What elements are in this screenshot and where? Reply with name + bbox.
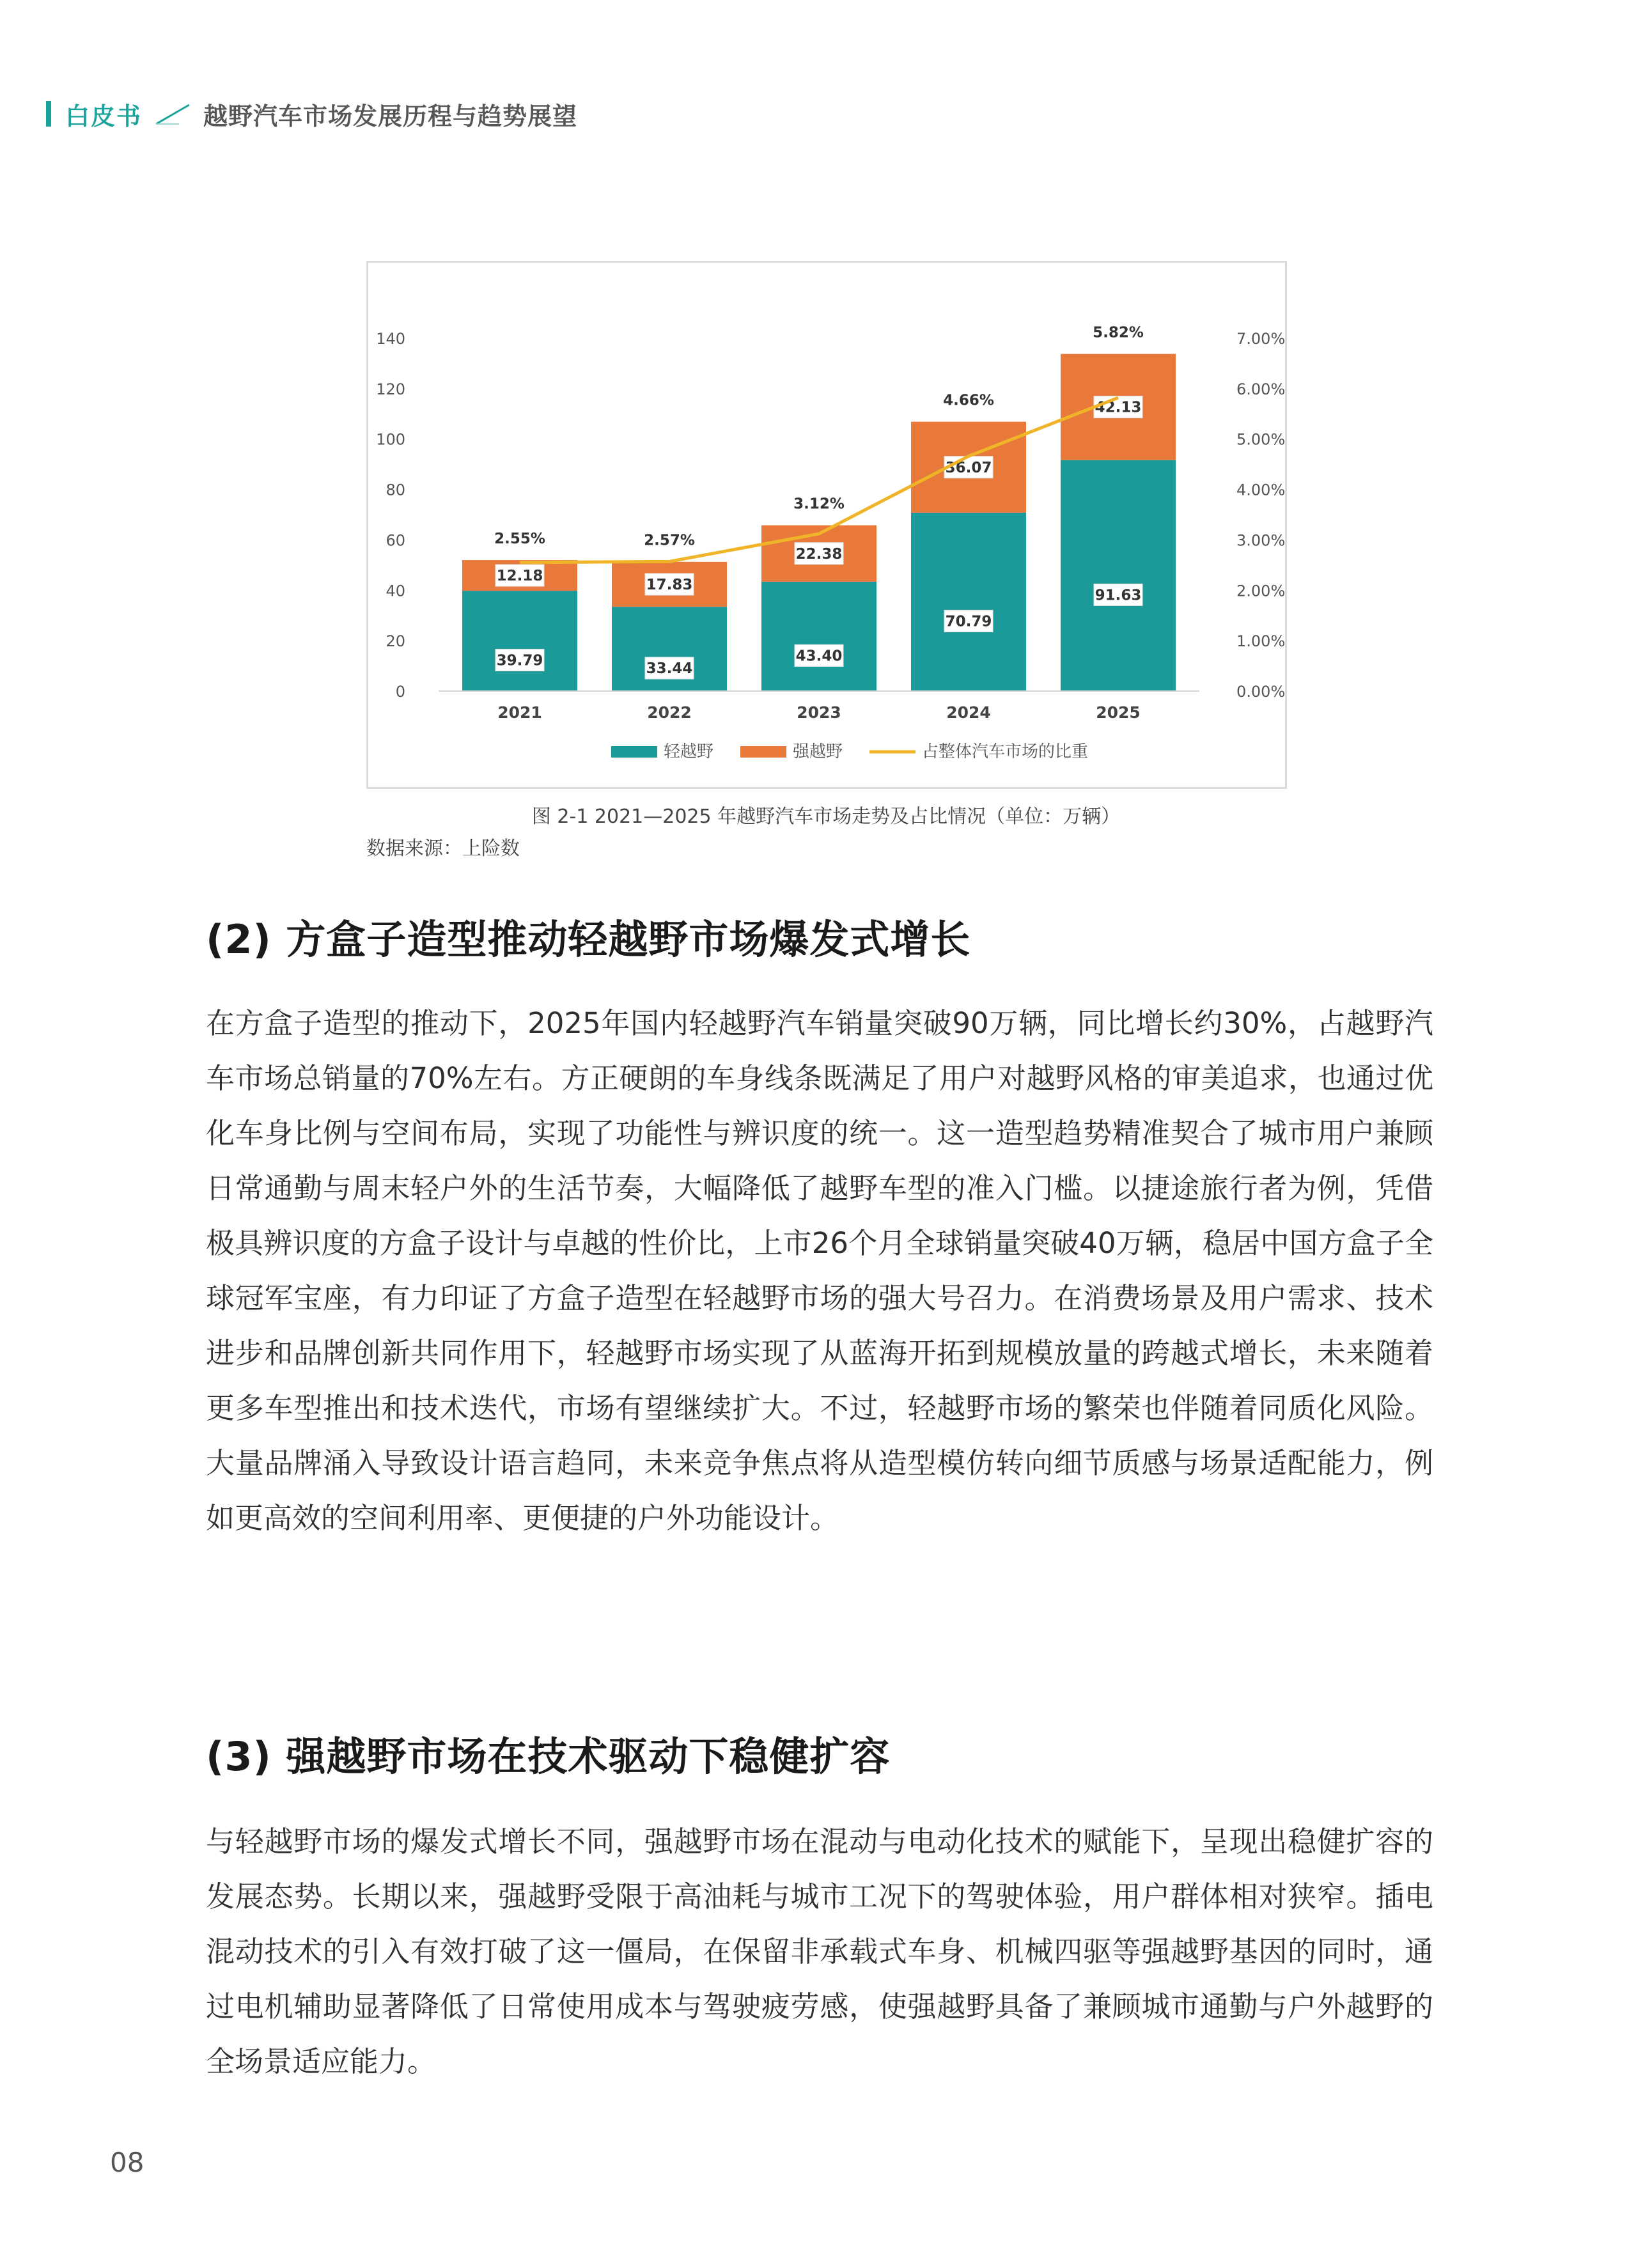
y-tick-label: 100 <box>376 430 405 449</box>
y2-tick-label: 3.00% <box>1236 531 1285 550</box>
section2-body: 在方盒子造型的推动下，2025年国内轻越野汽车销量突破90万辆，同比增长约30%，占越野汽车市场总销量的70%左右。方正硬朗的车身线条既满足了用户对越野风格的审美追求，也通过优化车身比例与空间布局，实现了功能性与辨识度的统一。这一造型趋势精准契合了城市用户兼顾日常通勤与周末轻户外的生活节奏，大幅降低了越野车型的准入门槛。以捷途旅行者为例，凭借极具辨识度的方盒子设计与卓越的性价比，上市26个月全球销量突破40万辆，稳居中国方盒子全球冠军宝座，有力印证了方盒子造型在轻越野市场的强大号召力。在消费场景及用户需求、技术进步和品牌创新共同作用下，轻越野市场实现了从蓝海开拓到规模放量的跨越式增长，未来随着更多车型推出和技术迭代，市场有望继续扩大。不过，轻越野市场的繁荣也伴随着同质化风险。大量品牌涌入导致设计语言趋同，未来竞争焦点将从造型模仿转向细节质感与场景适配能力，例如更高效的空间利用率、更便捷的户外功能设计。 <box>206 1006 1433 1535</box>
y-axis-left <box>376 330 405 701</box>
data-label-hardcore: 42.13 <box>1095 399 1142 416</box>
legend-label: 强越野 <box>793 742 843 761</box>
legend-swatch <box>740 746 786 758</box>
y2-tick-label: 7.00% <box>1236 330 1285 348</box>
data-label-light: 70.79 <box>945 613 992 630</box>
x-tick-label: 2023 <box>797 703 841 722</box>
x-tick-label: 2025 <box>1096 703 1141 722</box>
data-label-light: 43.40 <box>795 648 843 665</box>
legend-swatch <box>611 746 657 758</box>
y-tick-label: 120 <box>376 380 405 398</box>
y2-tick-label: 4.00% <box>1236 481 1285 499</box>
y2-tick-label: 1.00% <box>1236 632 1285 651</box>
header-brand: 白皮书 <box>65 102 143 130</box>
stacked-bar-line-chart <box>368 263 1285 787</box>
bar-light-offroad <box>1061 460 1176 691</box>
figure-source: 数据来源：上险数 <box>366 837 520 860</box>
bar-group <box>462 354 1176 691</box>
page-header <box>46 95 577 133</box>
data-label-hardcore: 12.18 <box>496 568 543 585</box>
x-tick-label: 2021 <box>497 703 542 722</box>
data-label-light: 91.63 <box>1095 587 1142 604</box>
data-label-hardcore: 17.83 <box>646 577 693 594</box>
y-tick-label: 40 <box>386 582 405 600</box>
y2-tick-label: 6.00% <box>1236 380 1285 398</box>
data-label-hardcore: 36.07 <box>945 459 992 476</box>
y-axis-right <box>1236 330 1285 701</box>
bar-light-offroad <box>462 591 577 691</box>
header-slash-icon <box>153 101 192 127</box>
legend-label: 占整体汽车市场的比重 <box>922 742 1089 761</box>
y-tick-label: 60 <box>386 531 405 550</box>
y2-tick-label: 0.00% <box>1236 683 1285 701</box>
page-number: 08 <box>110 2147 144 2178</box>
header-accent-bar <box>46 101 51 127</box>
y-tick-label: 20 <box>386 632 405 651</box>
y2-tick-label: 2.00% <box>1236 582 1285 600</box>
y-tick-label: 0 <box>395 683 405 701</box>
x-axis <box>439 691 1199 722</box>
chart-figure <box>366 261 1287 789</box>
figure-caption: 图 2-1 2021—2025 年越野汽车市场走势及占比情况（单位：万辆） <box>531 806 1121 828</box>
share-label: 3.12% <box>793 495 845 513</box>
section3-heading: (3) 强越野市场在技术驱动下稳健扩容 <box>206 1733 891 1780</box>
share-label: 5.82% <box>1093 324 1144 341</box>
y2-tick-label: 5.00% <box>1236 430 1285 449</box>
header-title: 越野汽车市场发展历程与趋势展望 <box>203 102 578 130</box>
bar-light-offroad <box>761 582 877 691</box>
chart-legend <box>611 742 1088 761</box>
data-label-light: 33.44 <box>646 660 693 678</box>
data-label-hardcore: 22.38 <box>795 545 843 563</box>
bar-light-offroad <box>911 513 1026 691</box>
legend-label: 轻越野 <box>664 742 714 761</box>
share-label: 2.57% <box>644 532 695 549</box>
section2-heading: (2) 方盒子造型推动轻越野市场爆发式增长 <box>206 916 971 963</box>
section3-body: 与轻越野市场的爆发式增长不同，强越野市场在混动与电动化技术的赋能下，呈现出稳健扩容的发展态势。长期以来，强越野受限于高油耗与城市工况下的驾驶体验，用户群体相对狭窄。插电混动技术的引入有效打破了这一僵局，在保留非承载式车身、机械四驱等强越野基因的同时，通过电机辅助显著降低了日常使用成本与驾驶疲劳感，使强越野具备了兼顾城市通勤与户外越野的全场景适应能力。 <box>206 1825 1433 2078</box>
x-tick-label: 2022 <box>647 703 692 722</box>
data-label-light: 39.79 <box>496 652 543 669</box>
share-label: 4.66% <box>943 392 994 409</box>
y-tick-label: 140 <box>376 330 405 348</box>
x-tick-label: 2024 <box>946 703 991 722</box>
y-tick-label: 80 <box>386 481 405 499</box>
share-label: 2.55% <box>494 531 545 548</box>
